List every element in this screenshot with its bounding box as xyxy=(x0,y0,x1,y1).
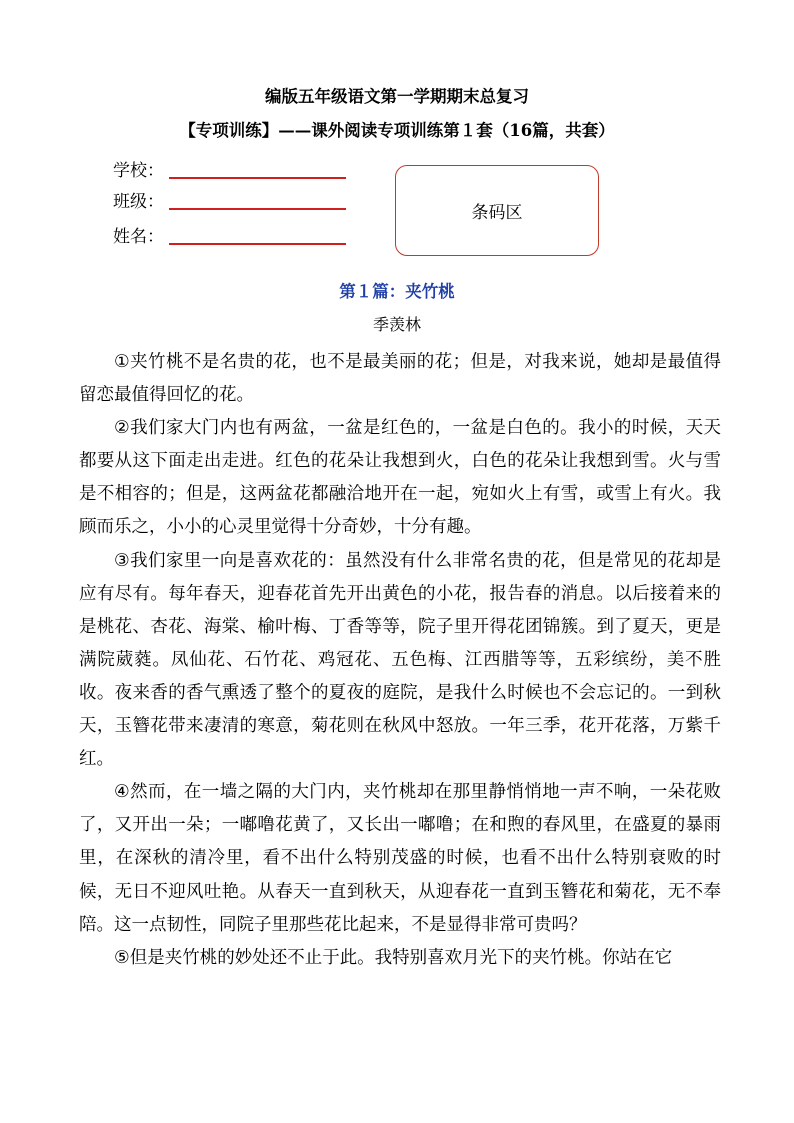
class-label: 班级： xyxy=(113,192,164,212)
article-title: 第１篇：夹竹桃 xyxy=(339,282,455,301)
class-underline xyxy=(169,208,346,210)
name-underline xyxy=(169,243,346,245)
school-field xyxy=(113,159,169,183)
article-body xyxy=(79,346,721,975)
document-title: 编版五年级语文第一学期期末总复习 xyxy=(265,87,529,106)
barcode-area xyxy=(395,165,599,256)
school-label: 学校： xyxy=(113,161,164,181)
class-field xyxy=(113,190,169,214)
school-underline xyxy=(169,177,346,179)
paragraph: ②我们家大门内也有两盆，一盆是红色的，一盆是白色的。我小的时候，天天都要从这下面走出走进。红色的花朵让我想到火，白色的花朵让我想到雪。火与雪是不相容的；但是，这两盆花都融洽地开在一起，宛如火上有雪，或雪上有火。我顾而乐之，小小的心灵里觉得十分奇妙，十分有趣。 xyxy=(79,418,721,538)
paragraph: ④然而，在一墙之隔的大门内，夹竹桃却在那里静悄悄地一声不响，一朵花败了，又开出一朵；一嘟噜花黄了，又长出一嘟噜；在和煦的春风里，在盛夏的暴雨里，在深秋的清冷里，看不出什么特别茂盛的时候，也看不出什么特别衰败的时候，无日不迎风吐艳。从春天一直到秋天，从迎春花一直到玉簪花和菊花，无不奉陪。这一点韧性，同院子里那些花比起来，不是显得非常可贵吗？ xyxy=(79,782,721,935)
name-label: 姓名： xyxy=(113,227,164,247)
paragraph: ⑤但是夹竹桃的妙处还不止于此。我特别喜欢月光下的夹竹桃。你站在它 xyxy=(114,947,673,968)
paragraph: ①夹竹桃不是名贵的花，也不是最美丽的花；但是，对我来说，她却是最值得留恋最值得回忆的花。 xyxy=(79,352,721,406)
barcode-label: 条码区 xyxy=(471,203,523,223)
article-author: 季羡林 xyxy=(372,315,421,334)
paragraph: ③我们家里一向是喜欢花的：虽然没有什么非常名贵的花，但是常见的花却是应有尽有。每年春天，迎春花首先开出黄色的小花，报告春的消息。以后接着来的是桃花、杏花、海棠、榆叶梅、丁香等等，院子里开得花团锦簇。到了夏天，更是满院葳蕤。凤仙花、石竹花、鸡冠花、五色梅、江西腊等等，五彩缤纷，美不胜收。夜来香的香气熏透了整个的夏夜的庭院，是我什么时候也不会忘记的。一到秋天，玉簪花带来凄清的寒意，菊花则在秋风中怒放。一年三季，花开花落，万紫千红。 xyxy=(79,550,721,770)
name-field xyxy=(113,225,169,249)
document-subtitle: 【专项训练】——课外阅读专项训练第１套（16篇，共套） xyxy=(179,121,615,140)
